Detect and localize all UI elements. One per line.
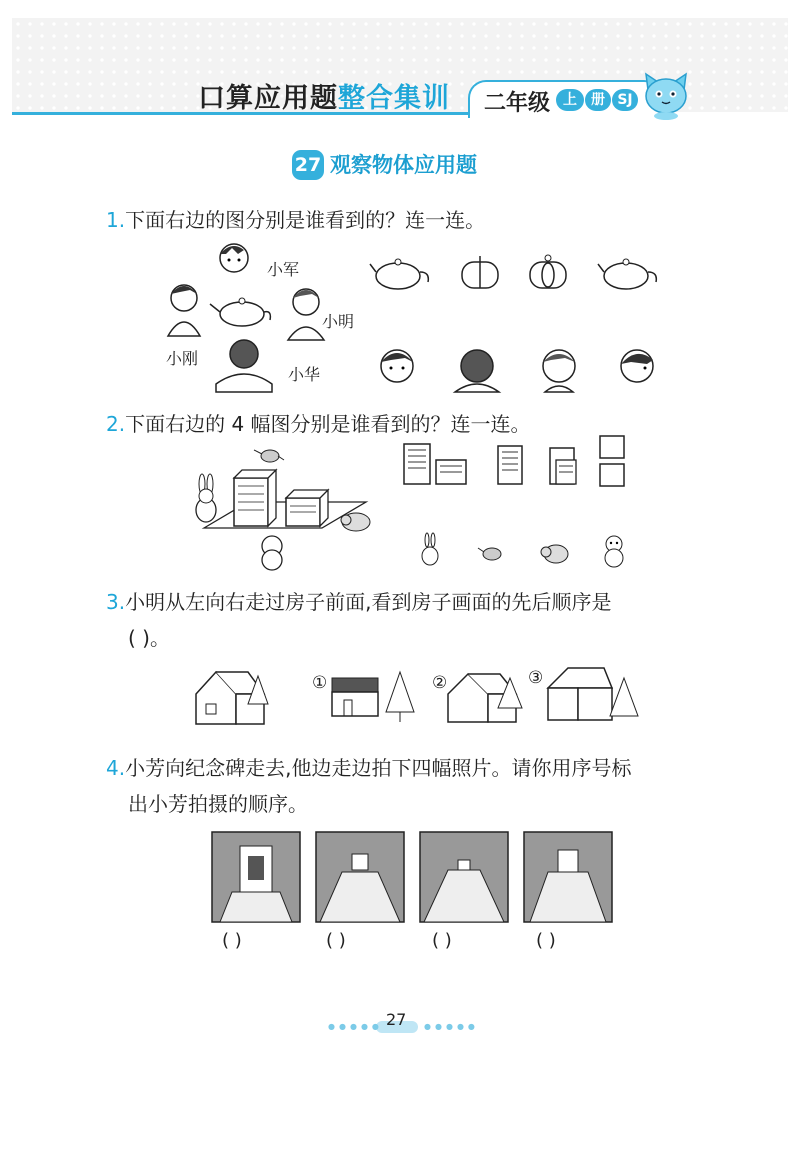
book-title-main: 口算应用题	[198, 83, 338, 114]
teapot-front-view-icon	[462, 256, 498, 288]
photo-close-icon	[212, 832, 300, 922]
face-side-icon	[543, 350, 575, 392]
footer-dots-right: ●●●●●	[424, 1022, 479, 1031]
q2-animal-row	[416, 532, 636, 568]
q1-person-views	[375, 346, 665, 392]
rabbit-icon	[196, 474, 216, 522]
footer-dots-left: ●●●●●	[328, 1022, 383, 1031]
rabbit-small-icon	[422, 533, 438, 565]
question-1	[106, 204, 485, 233]
view-tall-short-icon	[404, 444, 466, 484]
boy-left-icon	[168, 285, 200, 336]
section-number-badge: 27	[292, 150, 324, 180]
teapot-back-view-icon	[530, 255, 566, 288]
label-xiaoming: 小明	[322, 312, 355, 331]
boy-back-icon	[216, 340, 272, 392]
answer-blank-1[interactable]: ( )	[222, 930, 242, 951]
option-3: ③	[528, 668, 544, 688]
edition-badge: SJ	[612, 89, 638, 111]
question-3	[106, 586, 611, 615]
head-back-icon	[455, 350, 499, 392]
chick-icon	[262, 536, 282, 570]
question-2	[106, 408, 531, 437]
photo-far-icon	[316, 832, 404, 922]
question-4-text-cont: 出小芳拍摄的顺序。	[128, 792, 308, 816]
face-profile-icon	[621, 350, 653, 382]
photo-farthest-icon	[420, 832, 508, 922]
page-number: 27	[386, 1010, 407, 1029]
house-reference-icon	[196, 672, 268, 724]
question-4	[106, 752, 631, 781]
book-title	[198, 76, 450, 115]
boy-top-icon	[220, 244, 248, 272]
face-front-icon	[381, 350, 413, 382]
question-text: 小明从左向右走过房子前面,看到房子画面的先后顺序是	[125, 590, 612, 614]
option-2: ②	[432, 673, 448, 693]
answer-blank-2[interactable]: ( )	[326, 930, 346, 951]
q3-house-views	[192, 664, 642, 728]
boy-right-icon	[288, 289, 324, 340]
question-number: 2.	[106, 412, 126, 436]
question-number: 1.	[106, 208, 126, 232]
q2-buildings-scene	[188, 444, 378, 570]
question-3-answer-blank[interactable]: ( )。	[128, 626, 170, 650]
label-xiaojun: 小军	[267, 260, 300, 279]
elephant-icon	[341, 513, 370, 531]
house-angle-view-icon	[448, 674, 522, 722]
house-front-view-icon	[332, 672, 414, 722]
tall-building-icon	[234, 470, 276, 526]
q4-monument-photos	[212, 832, 614, 924]
view-tall-only-icon	[498, 446, 522, 484]
q1-teapot-views	[370, 250, 660, 294]
section-title: 观察物体应用题	[330, 153, 477, 177]
teapot-side-view-icon	[370, 259, 428, 289]
label-xiaohua: 小华	[288, 365, 321, 384]
chick-small-icon	[605, 536, 623, 567]
cat-mascot-icon	[640, 70, 692, 120]
option-1: ①	[312, 673, 328, 693]
short-building-icon	[286, 490, 328, 526]
question-number: 3.	[106, 590, 126, 614]
bird-icon	[254, 450, 284, 462]
grade-label: 二年级	[484, 91, 551, 116]
house-right-view-icon	[548, 668, 638, 720]
label-xiaogang: 小刚	[166, 349, 199, 368]
term-up-badge: 上	[556, 89, 584, 111]
teapot-side-view-2-icon	[598, 259, 656, 289]
answer-blank-3[interactable]: ( )	[432, 930, 452, 951]
view-overlap-icon	[550, 448, 576, 484]
view-top-icon	[600, 436, 624, 486]
q2-building-views	[400, 436, 630, 488]
answer-blank-4[interactable]: ( )	[536, 930, 556, 951]
question-number: 4.	[106, 756, 126, 780]
bird-small-icon	[478, 548, 501, 560]
elephant-small-icon	[541, 545, 568, 563]
question-text: 下面右边的图分别是谁看到的？连一连。	[125, 208, 486, 232]
book-title-highlight: 整合集训	[338, 83, 450, 114]
photo-mid-icon	[524, 832, 612, 922]
question-text: 下面右边的 4 幅图分别是谁看到的？连一连。	[125, 412, 531, 436]
term-volume-badge: 册	[585, 89, 611, 111]
teapot-icon	[210, 298, 270, 326]
question-text: 小芳向纪念碑走去,他边走边拍下四幅照片。请你用序号标	[125, 756, 632, 780]
